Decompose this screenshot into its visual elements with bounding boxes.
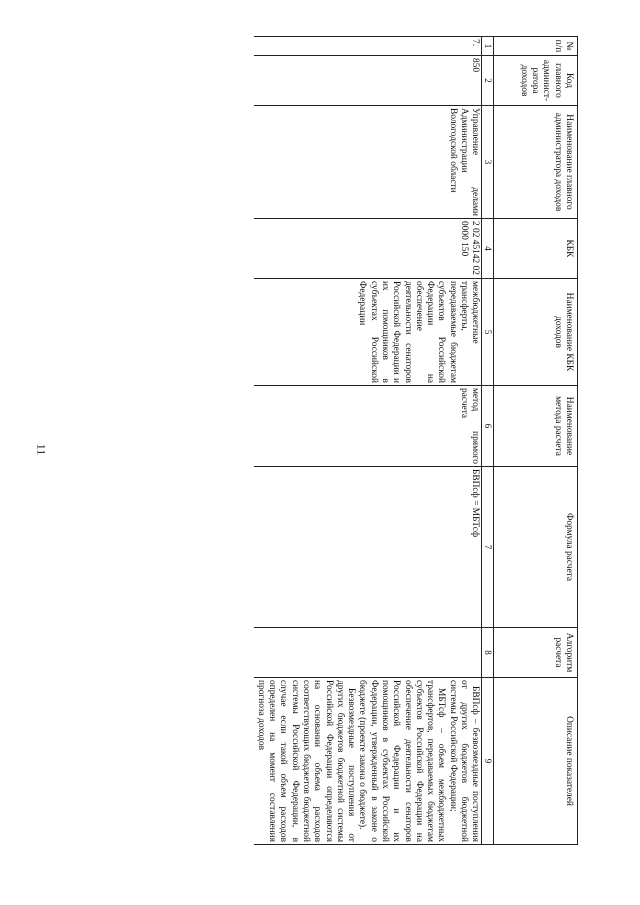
header-algorithm: Алгоритм расчета xyxy=(494,628,578,678)
column-number-row xyxy=(482,37,494,845)
kbk-code: 2 02 45142 02 0000 150 xyxy=(254,219,482,279)
calculation-method: метод прямого расчета xyxy=(254,386,482,467)
header-formula: Формула расчета xyxy=(494,467,578,628)
kbk-name: межбюджетные трансферты, передаваемые бюджетам субъектов Российской Федерации на обеспечение деятельности сенаторов Российской Федерации и их помощников в субъектах Российской Федерации xyxy=(254,279,482,386)
header-description: Описание показателей xyxy=(494,678,578,845)
indicator-description xyxy=(254,678,482,845)
header-admin-code: Код главного админист-ратора доходов xyxy=(494,56,578,106)
admin-name: Управление делами Администрации Вологодской области xyxy=(254,106,482,219)
column-number: 3 xyxy=(482,106,494,219)
column-number: 9 xyxy=(482,678,494,845)
rotated-landscape-table xyxy=(42,36,578,844)
column-number: 8 xyxy=(482,628,494,678)
revenue-calculation-table xyxy=(254,36,578,845)
header-method: Наименование метода расчета xyxy=(494,386,578,467)
row-number: 7. xyxy=(254,37,482,56)
column-number: 7 xyxy=(482,467,494,628)
admin-code: 850 xyxy=(254,56,482,106)
header-kbk: КБК xyxy=(494,219,578,279)
header-admin-name: Наименование главного администратора доходов xyxy=(494,106,578,219)
table-header-row xyxy=(494,37,578,845)
page-number: 11 xyxy=(34,443,49,456)
table-row xyxy=(254,37,482,845)
calculation-algorithm xyxy=(254,628,482,678)
description-paragraph: БВПсф – безвозмездные поступления от других бюджетов бюджетной системы Российской Федерации; xyxy=(447,680,481,842)
column-number: 6 xyxy=(482,386,494,467)
column-number: 1 xyxy=(482,37,494,56)
description-paragraph: МБТсф – объем межбюджетных трансфертов, передаваемых бюджетам субъектов Российской Федерации на обеспечение деятельности сенаторов Российской Федерации и их помощников в субъектах Российской Федерации, утвержденный в законе о бюджете (проекте закона о бюджете). xyxy=(357,680,447,842)
header-num: № п/п xyxy=(494,37,578,56)
header-kbk-name: Наименование КБК доходов xyxy=(494,279,578,386)
description-paragraph: Безвозмездные поступления от других бюджетов бюджетной системы Российской Федерации определяются на основании объема расходов соответствующих бюджетов бюджетной системы Российской Федерации, в случае если такой объем расходов определен на момент составления прогноза доходов xyxy=(255,680,357,842)
column-number: 5 xyxy=(482,279,494,386)
column-number: 2 xyxy=(482,56,494,106)
column-number: 4 xyxy=(482,219,494,279)
calculation-formula: БВПсф = МБТсф xyxy=(254,467,482,628)
